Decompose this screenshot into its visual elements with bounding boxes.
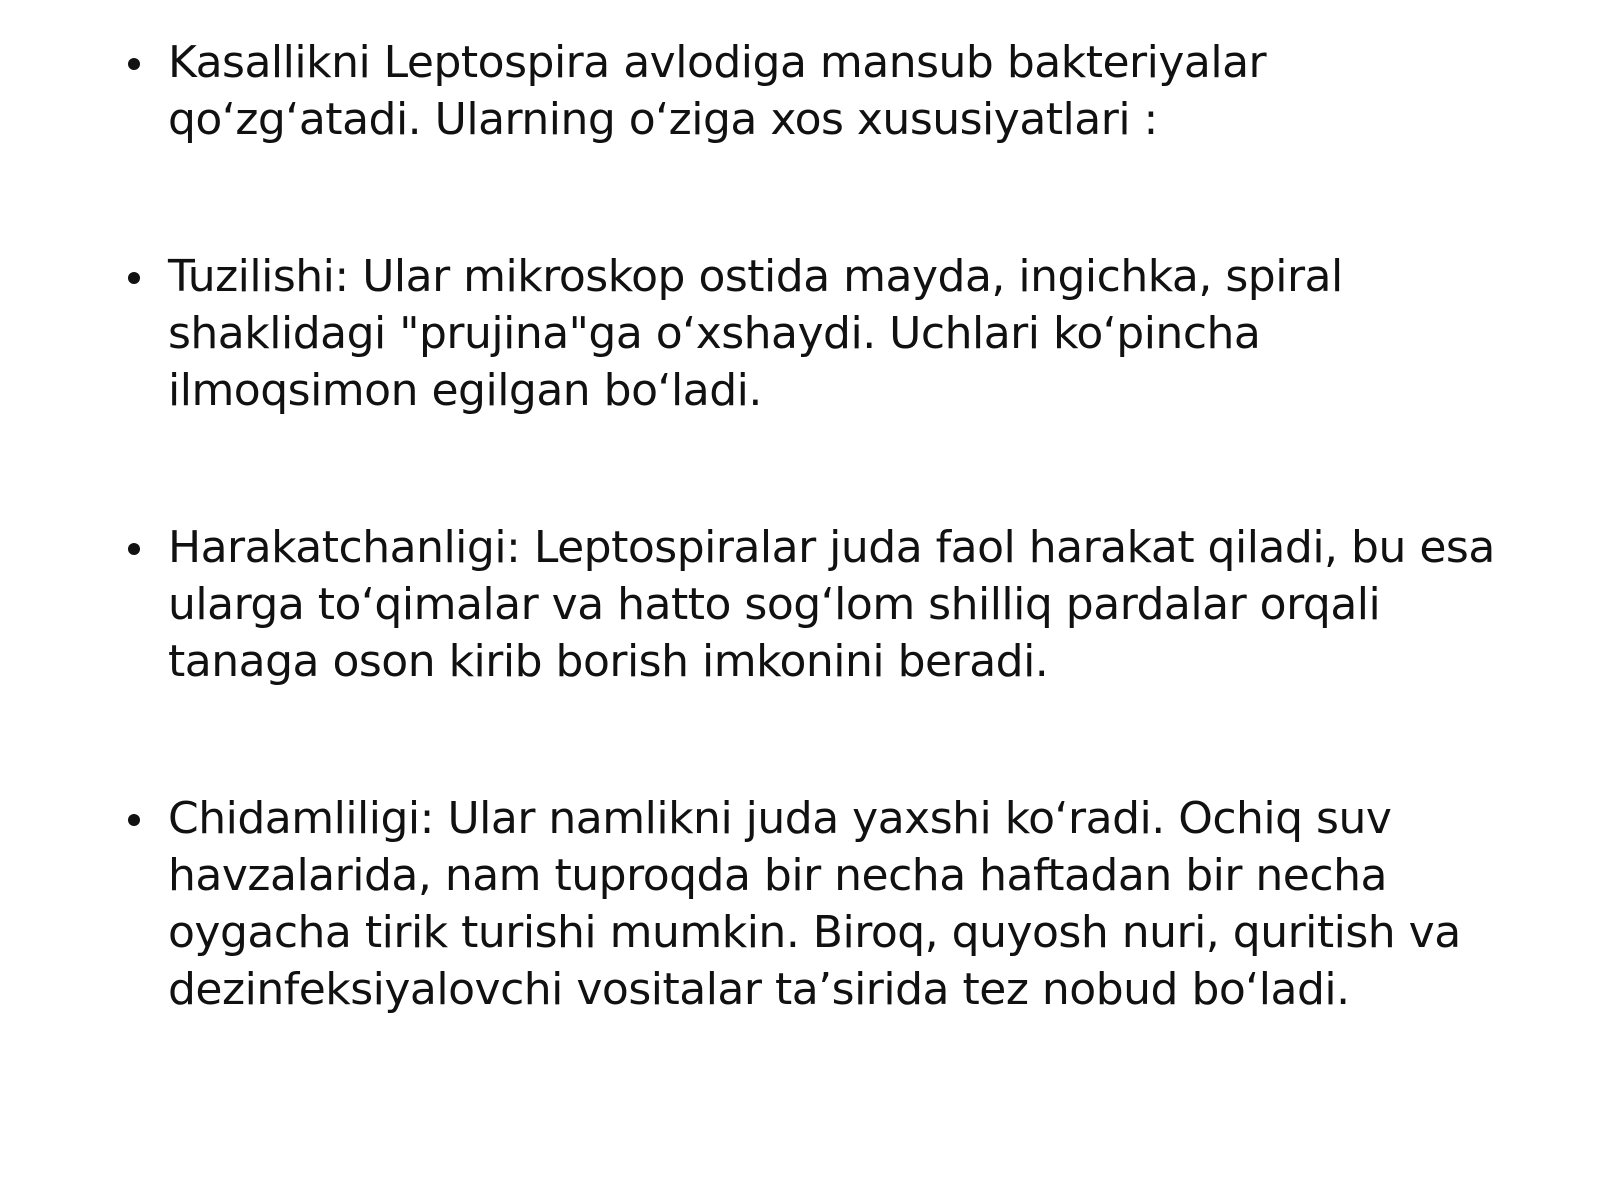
bullet-text: Harakatchanligi: Leptospiralar juda faol harakat qiladi, bu esa ularga to‘qimalar va hatto sog‘lom shilliq pardalar orqali tanaga oson kirib borish imkonini beradi.	[168, 522, 1495, 687]
bullet-item-motility	[118, 519, 1498, 690]
bullet-dot-icon	[128, 814, 140, 826]
bullet-item-resistance	[118, 790, 1498, 1018]
bullet-item-structure	[118, 248, 1498, 419]
bullet-item-causative-agent	[118, 34, 1498, 148]
bullet-list	[118, 34, 1498, 1018]
bullet-dot-icon	[128, 272, 140, 284]
bullet-text: Tuzilishi: Ular mikroskop ostida mayda, ingichka, spiral shaklidagi "prujina"ga o‘xshaydi. Uchlari ko‘pincha ilmoqsimon egilgan bo‘ladi.	[168, 251, 1343, 416]
bullet-dot-icon	[128, 58, 140, 70]
bullet-text: Chidamliligi: Ular namlikni juda yaxshi ko‘radi. Ochiq suv havzalarida, nam tuproqda bir necha haftadan bir necha oygacha tirik turishi mumkin. Biroq, quyosh nuri, quritish va dezinfeksiyalovchi vositalar ta’sirida tez nobud bo‘ladi.	[168, 793, 1461, 1015]
bullet-dot-icon	[128, 543, 140, 555]
bullet-text: Kasallikni Leptospira avlodiga mansub bakteriyalar qo‘zg‘atadi. Ularning o‘ziga xos xususiyatlari :	[168, 37, 1267, 145]
